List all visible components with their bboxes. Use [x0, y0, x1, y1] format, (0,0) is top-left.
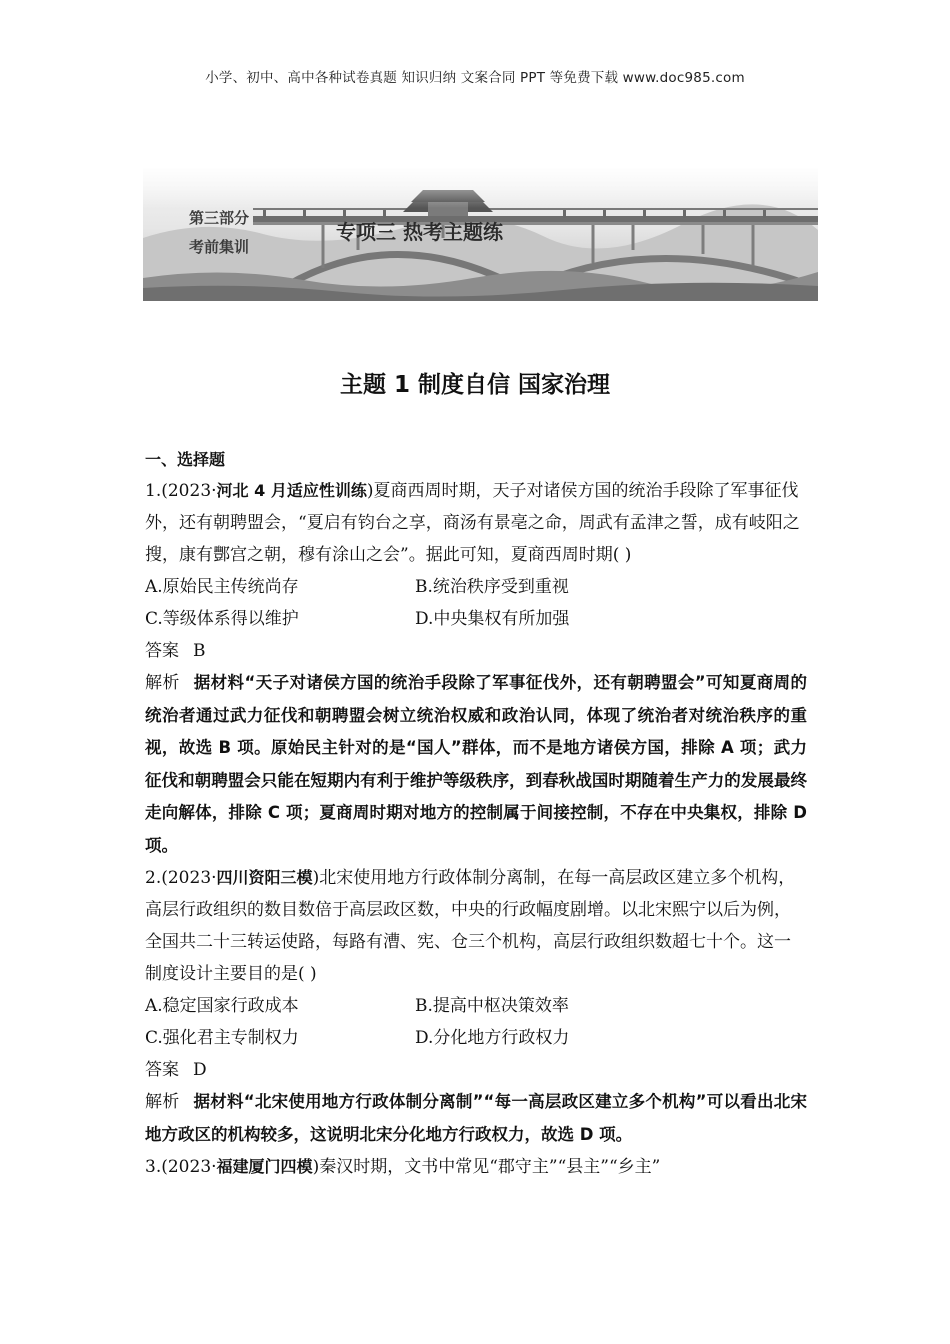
analysis-text: 据材料“天子对诸侯方国的统治手段除了军事征伐外，还有朝聘盟会”可知夏商周的统治者通过武力征伐和朝聘盟会树立统治权威和政治认同，体现了统治者对统治秩序的重视，故选 B 项。原始民主针对的是“国人”群体，而不是地方诸侯方国，排除 A 项；武力征伐和朝聘盟会只能在短期内有利于维护等级秩序，到春秋战国时期随着生产力的发展最终走向解体，排除 C 项；夏商周时期对地方的控制属于间接控制，不存在中央集权，排除 D 项。 [145, 673, 807, 855]
option-a: A.原始民主传统尚存 [145, 577, 299, 597]
question-source: 四川资阳三模 [216, 868, 313, 887]
part-label-line1: 第三部分 [189, 209, 250, 227]
question-3 [145, 1151, 807, 1183]
analysis-label: 解析 [145, 1092, 180, 1112]
option-b: B.统治秩序受到重视 [415, 577, 569, 597]
option-c: C.等级体系得以维护 [145, 609, 299, 629]
answer-2 [145, 1054, 807, 1086]
question-number: 3. [145, 1157, 162, 1177]
question-source-open: (2023· [161, 868, 217, 888]
answer-label: 答案 [145, 641, 179, 661]
question-stem: 秦汉时期，文书中常见“郡守主”“县主”“乡主” [319, 1157, 661, 1177]
option-b: B.提高中枢决策效率 [415, 996, 569, 1016]
question-2 [145, 862, 807, 990]
question-list [145, 445, 807, 1183]
options-1 [145, 571, 807, 635]
part-label-line2: 考前集训 [189, 238, 250, 256]
analysis-text: 据材料“北宋使用地方行政体制分离制”“每一高层政区建立多个机构”可以看出北宋地方政区的机构较多，这说明北宋分化地方行政权力，故选 D 项。 [145, 1092, 807, 1144]
analysis-1 [145, 667, 807, 862]
header-watermark: 小学、初中、高中各种试卷真题 知识归纳 文案合同 PPT 等免费下载 www.doc985.com [205, 70, 745, 86]
part-label [189, 204, 249, 262]
question-source-close: ) [312, 868, 320, 888]
answer-1 [145, 635, 807, 667]
answer-value: B [193, 641, 206, 661]
answer-label: 答案 [145, 1060, 179, 1080]
analysis-label: 解析 [145, 673, 180, 693]
question-number: 2. [145, 868, 162, 888]
section-heading: 一、选择题 [145, 450, 226, 469]
question-source-open: (2023· [161, 481, 217, 501]
options-2 [145, 990, 807, 1054]
option-d: D.中央集权有所加强 [415, 609, 570, 629]
option-d: D.分化地方行政权力 [415, 1028, 570, 1048]
option-a: A.稳定国家行政成本 [145, 996, 299, 1016]
question-source-open: (2023· [161, 1157, 217, 1177]
question-stem: 北宋使用地方行政体制分离制，在每一高层政区建立多个机构，高层行政组织的数目数倍于高层政区数，中央的行政幅度剧增。以北宋熙宁以后为例，全国共二十三转运使路，每路有漕、宪、仓三个机构，高层行政组织数超七十个。这一制度设计主要目的是( ) [145, 868, 796, 984]
question-number: 1. [145, 481, 162, 501]
topic-label: 专项三 热考主题练 [336, 220, 503, 244]
question-source: 河北 4 月适应性训练 [216, 481, 367, 500]
option-c: C.强化君主专制权力 [145, 1028, 299, 1048]
answer-value: D [193, 1060, 207, 1080]
question-stem: 夏商西周时期，天子对诸侯方国的统治手段除了军事征伐外，还有朝聘盟会，“夏启有钧台之享，商汤有景亳之命，周武有孟津之誓，成有岐阳之搜，康有酆宫之朝，穆有涂山之会”。据此可知，夏商西周时期( ) [145, 481, 800, 565]
question-source-close: ) [312, 1157, 320, 1177]
question-1 [145, 475, 807, 571]
question-source-close: ) [366, 481, 374, 501]
question-source: 福建厦门四模 [216, 1157, 313, 1176]
analysis-2 [145, 1086, 807, 1151]
section-banner [143, 168, 818, 301]
page-title: 主题 1 制度自信 国家治理 [339, 372, 611, 398]
